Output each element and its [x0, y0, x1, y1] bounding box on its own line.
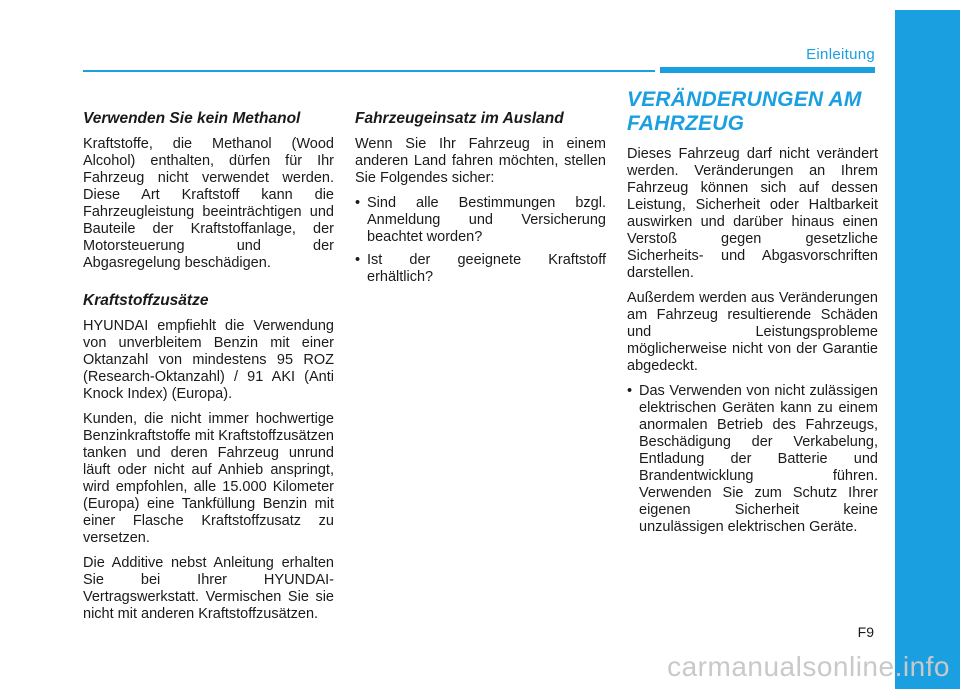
- heading-abroad: Fahrzeugeinsatz im Ausland: [355, 110, 564, 127]
- heading-fuel-additives: Kraftstoffzusätze: [83, 292, 209, 309]
- page-number: F9: [857, 624, 874, 640]
- warning-list: [627, 383, 878, 536]
- header-rule-accent: [660, 67, 875, 73]
- paragraph-recommendation: HYUNDAI empfiehlt die Verwendung von unverbleitem Benzin mit einer Oktanzahl von mindestens 95 ROZ (Research-Oktanzahl) / 91 AKI (Anti Knock Index) (Europa).: [83, 318, 334, 402]
- heading-line: FAHRZEUG: [627, 112, 745, 135]
- section-label: Einleitung: [806, 46, 875, 63]
- column-3: [627, 88, 878, 544]
- list-item: • Sind alle Bestimmungen bzgl. Anmeldung und Versicherung beachtet worden?: [355, 195, 606, 246]
- column-2: [355, 110, 606, 294]
- heading-line: VERÄNDERUNGEN AM: [627, 88, 862, 111]
- paragraph-additives-source: Die Additive nebst Anleitung erhalten Sie bei Ihrer HYUNDAI-Vertragswerkstatt. Vermischen Sie sie nicht mit anderen Kraftstoffzusätzen.: [83, 555, 334, 622]
- paragraph-modifications: Dieses Fahrzeug darf nicht verändert werden. Veränderungen an Ihrem Fahrzeug können sich auf dessen Leistung, Sicherheit oder Haltbarkeit auswirken und darüber hinaus einen Verstoß gegen gesetzliche Sicherheits- und Abgasvorschriften darstellen.: [627, 146, 878, 281]
- paragraph-warranty: Außerdem werden aus Veränderungen am Fahrzeug resultierende Schäden und Leistungsprobleme möglicherweise nicht von der Garantie abgedeckt.: [627, 290, 878, 374]
- header-rule: [83, 70, 655, 72]
- paragraph-abroad: Wenn Sie Ihr Fahrzeug in einem anderen Land fahren möchten, stellen Sie Folgendes sicher:: [355, 136, 606, 186]
- column-1: [83, 110, 334, 631]
- chapter-side-tab: [895, 10, 960, 689]
- checklist-abroad: [355, 195, 606, 286]
- paragraph-customers: Kunden, die nicht immer hochwertige Benzinkraftstoffe mit Kraftstoffzusätzen tanken und deren Fahrzeug unrund läuft oder nicht auf Anhieb anspringt, wird empfohlen, alle 15.000 Kilometer (Europa) eine Tankfüllung Benzin mit einer Flasche Kraftstoffzusatz zu versetzen.: [83, 411, 334, 546]
- list-item: • Das Verwenden von nicht zulässigen elektrischen Geräten kann zu einem anormalen Betrieb des Fahrzeugs, Beschädigung der Verkabelung, Entladung der Batterie und Brandentwicklung führen. Verwenden Sie zum Schutz Ihrer eigenen Sicherheit keine unzulässigen elektrischen Geräte.: [627, 383, 878, 536]
- paragraph-methanol: Kraftstoffe, die Methanol (Wood Alcohol) enthalten, dürfen für Ihr Fahrzeug nicht verwendet werden. Diese Art Kraftstoff kann die Fahrzeugleistung beeinträchtigen und Bauteile der Kraftstoffanlage, der Motorsteuerung und der Abgasregelung beschädigen.: [83, 136, 334, 271]
- heading-modifications: [627, 88, 878, 136]
- heading-methanol: Verwenden Sie kein Methanol: [83, 110, 301, 127]
- watermark: carmanualsonline.info: [667, 651, 950, 682]
- list-item: • Ist der geeignete Kraftstoff erhältlich?: [355, 252, 606, 286]
